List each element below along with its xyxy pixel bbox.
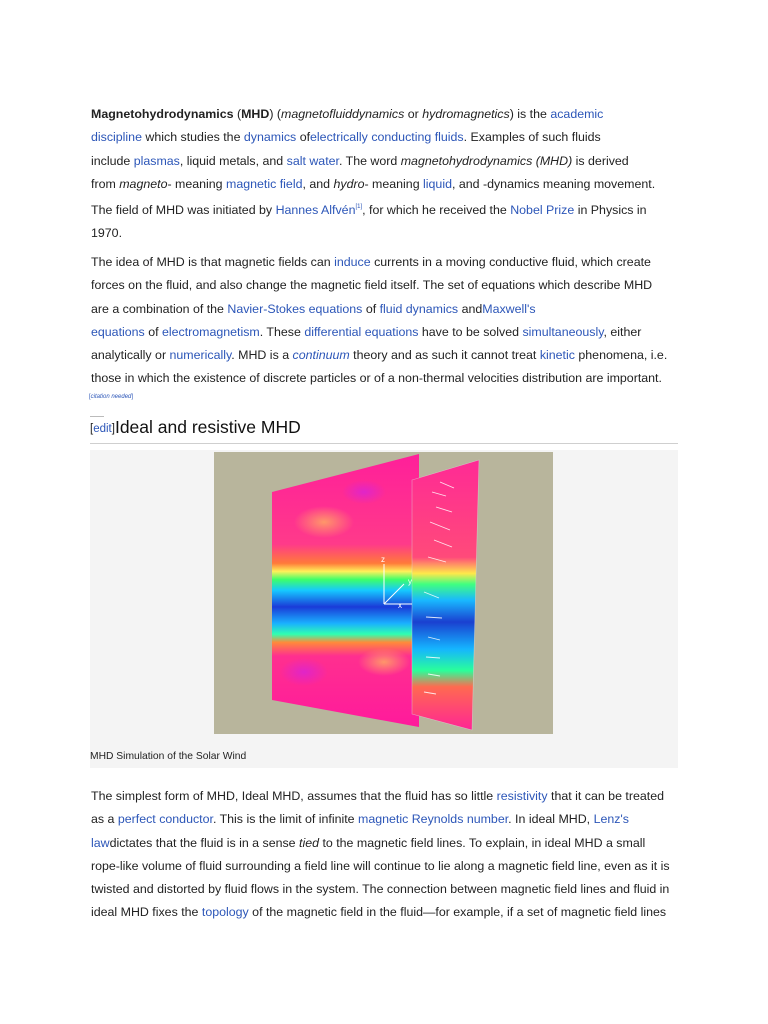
text: twisted and distorted by fluid flows in the system. The connection between magnetic field lines and fluid in — [91, 882, 670, 897]
italic-term: tied — [299, 835, 319, 850]
text: The simplest form of MHD, Ideal MHD, assumes that the fluid has so little — [91, 789, 497, 803]
link-resistivity[interactable]: resistivity — [496, 789, 548, 803]
text: those in which the existence of discrete particles or of a non-thermal velocities distribution are important. — [91, 371, 662, 386]
text: rope-like volume of fluid surrounding a field line will continue to lie along a magnetic field line, even as it is — [91, 858, 670, 873]
link-continuum[interactable] — [293, 348, 350, 362]
link-differential-equations[interactable]: differential equations — [304, 324, 419, 339]
edit-section — [90, 423, 115, 435]
text: - meaning — [167, 176, 227, 191]
italic-term: hydro — [333, 176, 365, 191]
text: currents in a moving conductive fluid, which create — [370, 255, 651, 269]
link-navier-stokes[interactable]: Navier-Stokes equations — [227, 301, 363, 316]
text: forces on the fluid, and also change the magnetic field itself. The set of equations which describe MHD — [91, 278, 653, 293]
text: ideal MHD fixes the — [91, 905, 202, 920]
link-simultaneously[interactable]: simultaneously — [522, 324, 604, 339]
bracket: [ — [89, 394, 91, 400]
link-dynamics[interactable]: dynamics — [243, 130, 297, 145]
link-topology[interactable]: topology — [201, 905, 249, 920]
text: - meaning — [364, 176, 424, 191]
text: , liquid metals, and — [179, 153, 287, 168]
alt-term: hydromagnetics — [422, 107, 510, 121]
link-salt-water[interactable]: salt water — [286, 153, 339, 168]
edit-link[interactable]: edit — [93, 423, 112, 435]
bracket: ] — [131, 394, 134, 400]
italic-term: magneto — [119, 176, 168, 191]
text: . These — [259, 324, 305, 339]
link-induce[interactable]: induce — [334, 255, 371, 269]
idea-paragraph — [91, 251, 691, 391]
text: of the magnetic field in the fluid—for example, if a set of magnetic field lines — [248, 905, 667, 920]
link-electrically-conducting-fluids[interactable]: electrically conducting fluids — [310, 130, 464, 145]
text: . Examples of such fluids — [463, 130, 601, 145]
link-fluid-dynamics[interactable]: fluid dynamics — [379, 301, 459, 316]
link-equations[interactable]: equations — [91, 324, 145, 339]
term-bold: Magnetohydrodynamics — [91, 107, 234, 121]
citation-needed-label: citation needed — [90, 394, 132, 400]
link-liquid[interactable]: liquid — [423, 176, 452, 191]
bracket: [ — [90, 423, 94, 435]
intro-paragraph — [91, 103, 691, 246]
link-continuum-text: continuum — [292, 348, 350, 363]
link-nobel-prize[interactable]: Nobel Prize — [510, 203, 575, 218]
figure-caption: MHD Simulation of the Solar Wind — [90, 751, 247, 762]
alt-term: magnetofluiddynamics — [281, 107, 405, 121]
link-plasmas[interactable]: plasmas — [133, 153, 180, 168]
text: ) ( — [269, 107, 282, 121]
text: from — [91, 176, 120, 191]
text: , and -dynamics meaning movement. — [451, 176, 656, 191]
text: The field of MHD was initiated by — [91, 203, 276, 218]
text: of — [296, 130, 311, 145]
text: include — [91, 153, 134, 168]
text: ) is the — [509, 107, 551, 121]
text: of — [362, 301, 380, 316]
text: The idea of MHD is that magnetic fields can — [91, 255, 335, 269]
ideal-mhd-paragraph — [91, 785, 691, 925]
figure — [90, 450, 678, 768]
text: ( — [233, 107, 242, 121]
link-magnetic-reynolds-number[interactable]: magnetic Reynolds number — [358, 812, 509, 827]
text: analytically or — [91, 348, 170, 363]
text: and — [458, 301, 483, 316]
link-discipline[interactable]: discipline — [91, 130, 142, 145]
text: have to be solved — [418, 324, 523, 339]
right-plane — [412, 460, 479, 730]
link-lenzs[interactable]: Lenz's — [593, 812, 629, 827]
link-magnetic-field[interactable]: magnetic field — [226, 176, 303, 191]
link-law[interactable]: law — [91, 835, 110, 850]
text: is derived — [572, 153, 629, 168]
text: 1970. — [91, 226, 123, 241]
bracket: ] — [111, 423, 115, 435]
text: . This is the limit of infinite — [212, 812, 359, 827]
link-perfect-conductor[interactable]: perfect conductor — [117, 812, 213, 827]
section-title: Ideal and resistive MHD — [114, 417, 301, 437]
link-numerically[interactable]: numerically — [169, 348, 232, 363]
text: . The word — [338, 153, 401, 168]
text: in Physics in — [574, 203, 647, 218]
italic-term: magnetohydrodynamics (MHD) — [400, 153, 573, 168]
link-maxwells[interactable]: Maxwell's — [482, 301, 536, 316]
text: that it can be treated — [547, 789, 664, 803]
text: . In ideal MHD, — [508, 812, 594, 827]
text: to the magnetic field lines. To explain, in ideal MHD a small — [319, 835, 646, 850]
section-heading — [90, 417, 678, 444]
link-electromagnetism[interactable]: electromagnetism — [161, 324, 260, 339]
solar-wind-simulation-image[interactable] — [214, 452, 553, 734]
link-kinetic[interactable]: kinetic — [539, 348, 575, 363]
text: as a — [91, 812, 118, 827]
link-academic[interactable]: academic — [550, 107, 604, 121]
text: , either — [603, 324, 642, 339]
text: theory and as such it cannot treat — [349, 348, 540, 363]
reference-sup[interactable]: [1] — [355, 204, 363, 211]
text: , and — [302, 176, 334, 191]
text: . MHD is a — [231, 348, 293, 363]
text: dictates that the fluid is in a sense — [109, 835, 300, 850]
abbr-bold: MHD — [241, 107, 270, 121]
text: of — [144, 324, 162, 339]
link-hannes-alfven[interactable]: Hannes Alfvén — [275, 203, 356, 218]
text: , for which he received the — [362, 203, 511, 218]
axis-label-y: y — [408, 577, 412, 586]
text: phenomena, i.e. — [574, 348, 668, 363]
text: are a combination of the — [91, 301, 228, 316]
axis-label-z: z — [381, 555, 385, 564]
text: or — [404, 107, 423, 121]
axis-label-x: x — [398, 601, 402, 610]
text: which studies the — [141, 130, 244, 145]
citation-needed[interactable] — [89, 394, 133, 400]
